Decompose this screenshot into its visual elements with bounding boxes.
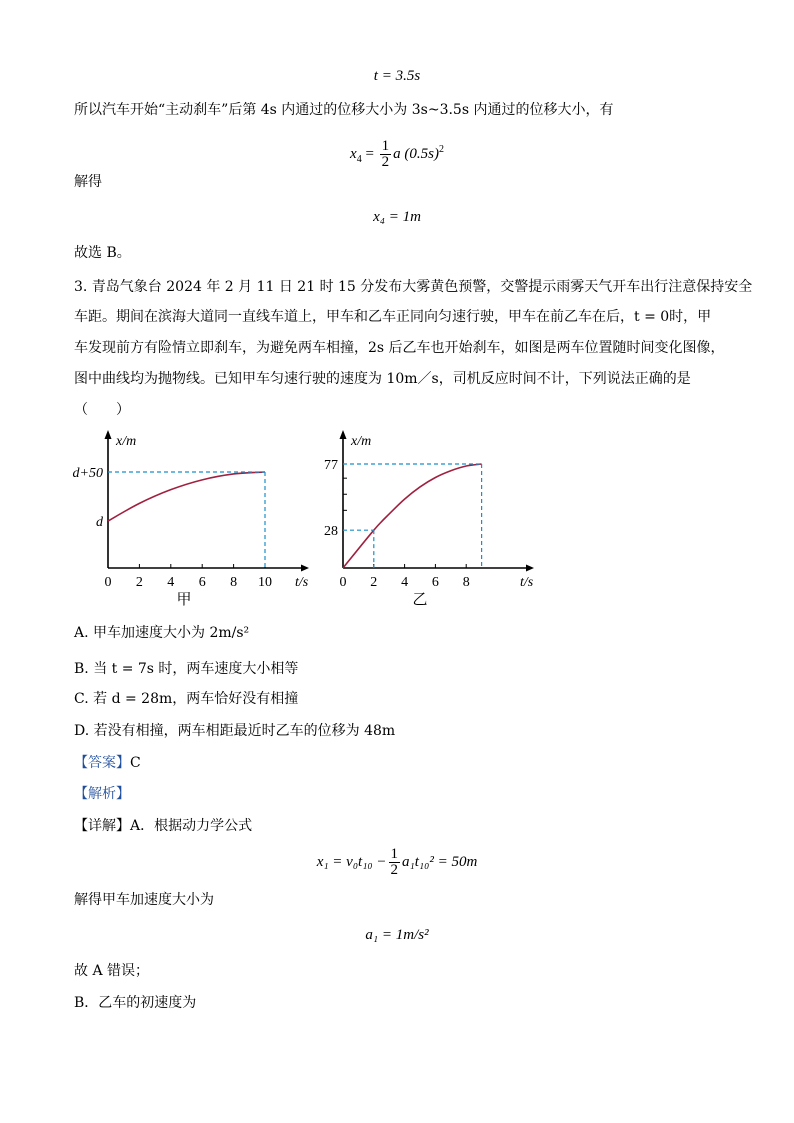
y-arrow-0: [105, 430, 112, 439]
answer-line: [74, 753, 141, 773]
y-arrow-1: [340, 430, 347, 439]
y-label-28: 28: [324, 524, 338, 540]
x-tick-label-1-1: 2: [370, 575, 378, 590]
x-tick-label-1-0: 0: [339, 575, 347, 590]
x-tick-label-1-4: 8: [462, 575, 470, 590]
option-d: D. 若没有相撞，两车相距最近时乙车的位移为 48m: [74, 723, 396, 739]
detail-intro: 【详解】A．根据动力学公式: [74, 818, 253, 834]
x-arrow-0: [301, 565, 309, 572]
y-axis-label-0: x/m: [116, 434, 137, 449]
x-arrow-1: [526, 565, 534, 572]
question-line-1: 3. 青岛气象台 2024 年 2 月 11 日 21 时 15 分发布大雾黄色预警，交警提示雨雾天气开车出行注意保持安全: [74, 279, 753, 295]
equation-x4-result: x₄ = 1m: [373, 209, 421, 225]
jiede-label: 解得: [74, 174, 102, 190]
x-tick-label-0-1: 2: [135, 575, 143, 590]
answer-value: C: [130, 755, 141, 771]
option-b: B. 当 t = 7s 时，两车速度大小相等: [74, 661, 299, 677]
y-label-d: d: [96, 515, 103, 530]
option-c: C. 若 d = 28m，两车恰好没有相撞: [74, 691, 299, 707]
equation-x4: $x_4$ = $\frac{1}{2}$ a $(0.5s)^2$: [350, 138, 444, 171]
question-line-2: 车距。期间在滨海大道同一直线车道上，甲车和乙车正同向匀速行驶，甲车在前乙车在后，t = 0时，甲: [74, 309, 712, 325]
curve-1: [343, 464, 482, 568]
choice-statement: 故选 B。: [74, 245, 131, 261]
analysis-label: 【解析】: [74, 786, 130, 802]
answer-label: 【答案】: [74, 755, 130, 771]
question-line-3: 车发现前方有险情立即刹车，为避免两车相撞，2s 后乙车也开始刹车，如图是两车位置随时间变化图像，: [74, 340, 725, 356]
x-tick-label-0-4: 8: [230, 575, 238, 590]
equation-t: t = 3.5s: [373, 68, 421, 84]
fraction-half: $\frac{1}{2}$: [381, 138, 390, 171]
fraction-half-2: $\frac{1}{2}$: [390, 846, 399, 879]
y-axis-label-1: x/m: [351, 434, 372, 449]
y-label-77: 77: [324, 458, 338, 473]
x-tick-label-0-3: 6: [198, 575, 206, 590]
option-a: A. 甲车加速度大小为 2m/s²: [74, 625, 250, 641]
x-tick-label-1-3: 6: [431, 575, 439, 590]
equation-a1: a₁ = 1m/s²: [365, 927, 429, 943]
curve-0: [108, 472, 265, 521]
x-axis-label-1: t/s: [520, 575, 534, 590]
equation-x1: x₁ = v₀t₁₀ − $\frac{1}{2}$ a₁t₁₀² = 50m: [316, 846, 478, 879]
chart-caption-1: 乙: [412, 592, 428, 608]
chart-caption-0: 甲: [176, 592, 192, 608]
x-tick-label-0-0: 0: [104, 575, 112, 590]
question-paren: （ ）: [74, 402, 130, 418]
question-line-4: 图中曲线均为抛物线。已知甲车匀速行驶的速度为 10m／s，司机反应时间不计，下列说法正确的是: [74, 371, 691, 387]
x-tick-label-0-2: 4: [167, 575, 175, 590]
detail-line-4: B．乙车的初速度为: [74, 995, 197, 1011]
x-tick-label-1-2: 4: [401, 575, 409, 590]
solution-paragraph: 所以汽车开始“主动刹车”后第 4s 内通过的位移大小为 3s~3.5s 内通过的位移大小，有: [74, 102, 614, 118]
x-tick-label-0-5: 10: [258, 575, 272, 590]
x-axis-label-0: t/s: [295, 575, 309, 590]
position-time-graphs: [72, 425, 560, 615]
detail-line-2: 解得甲车加速度大小为: [74, 892, 214, 908]
detail-line-3: 故 A 错误；: [74, 963, 150, 979]
y-label-d50: d+50: [72, 466, 103, 481]
